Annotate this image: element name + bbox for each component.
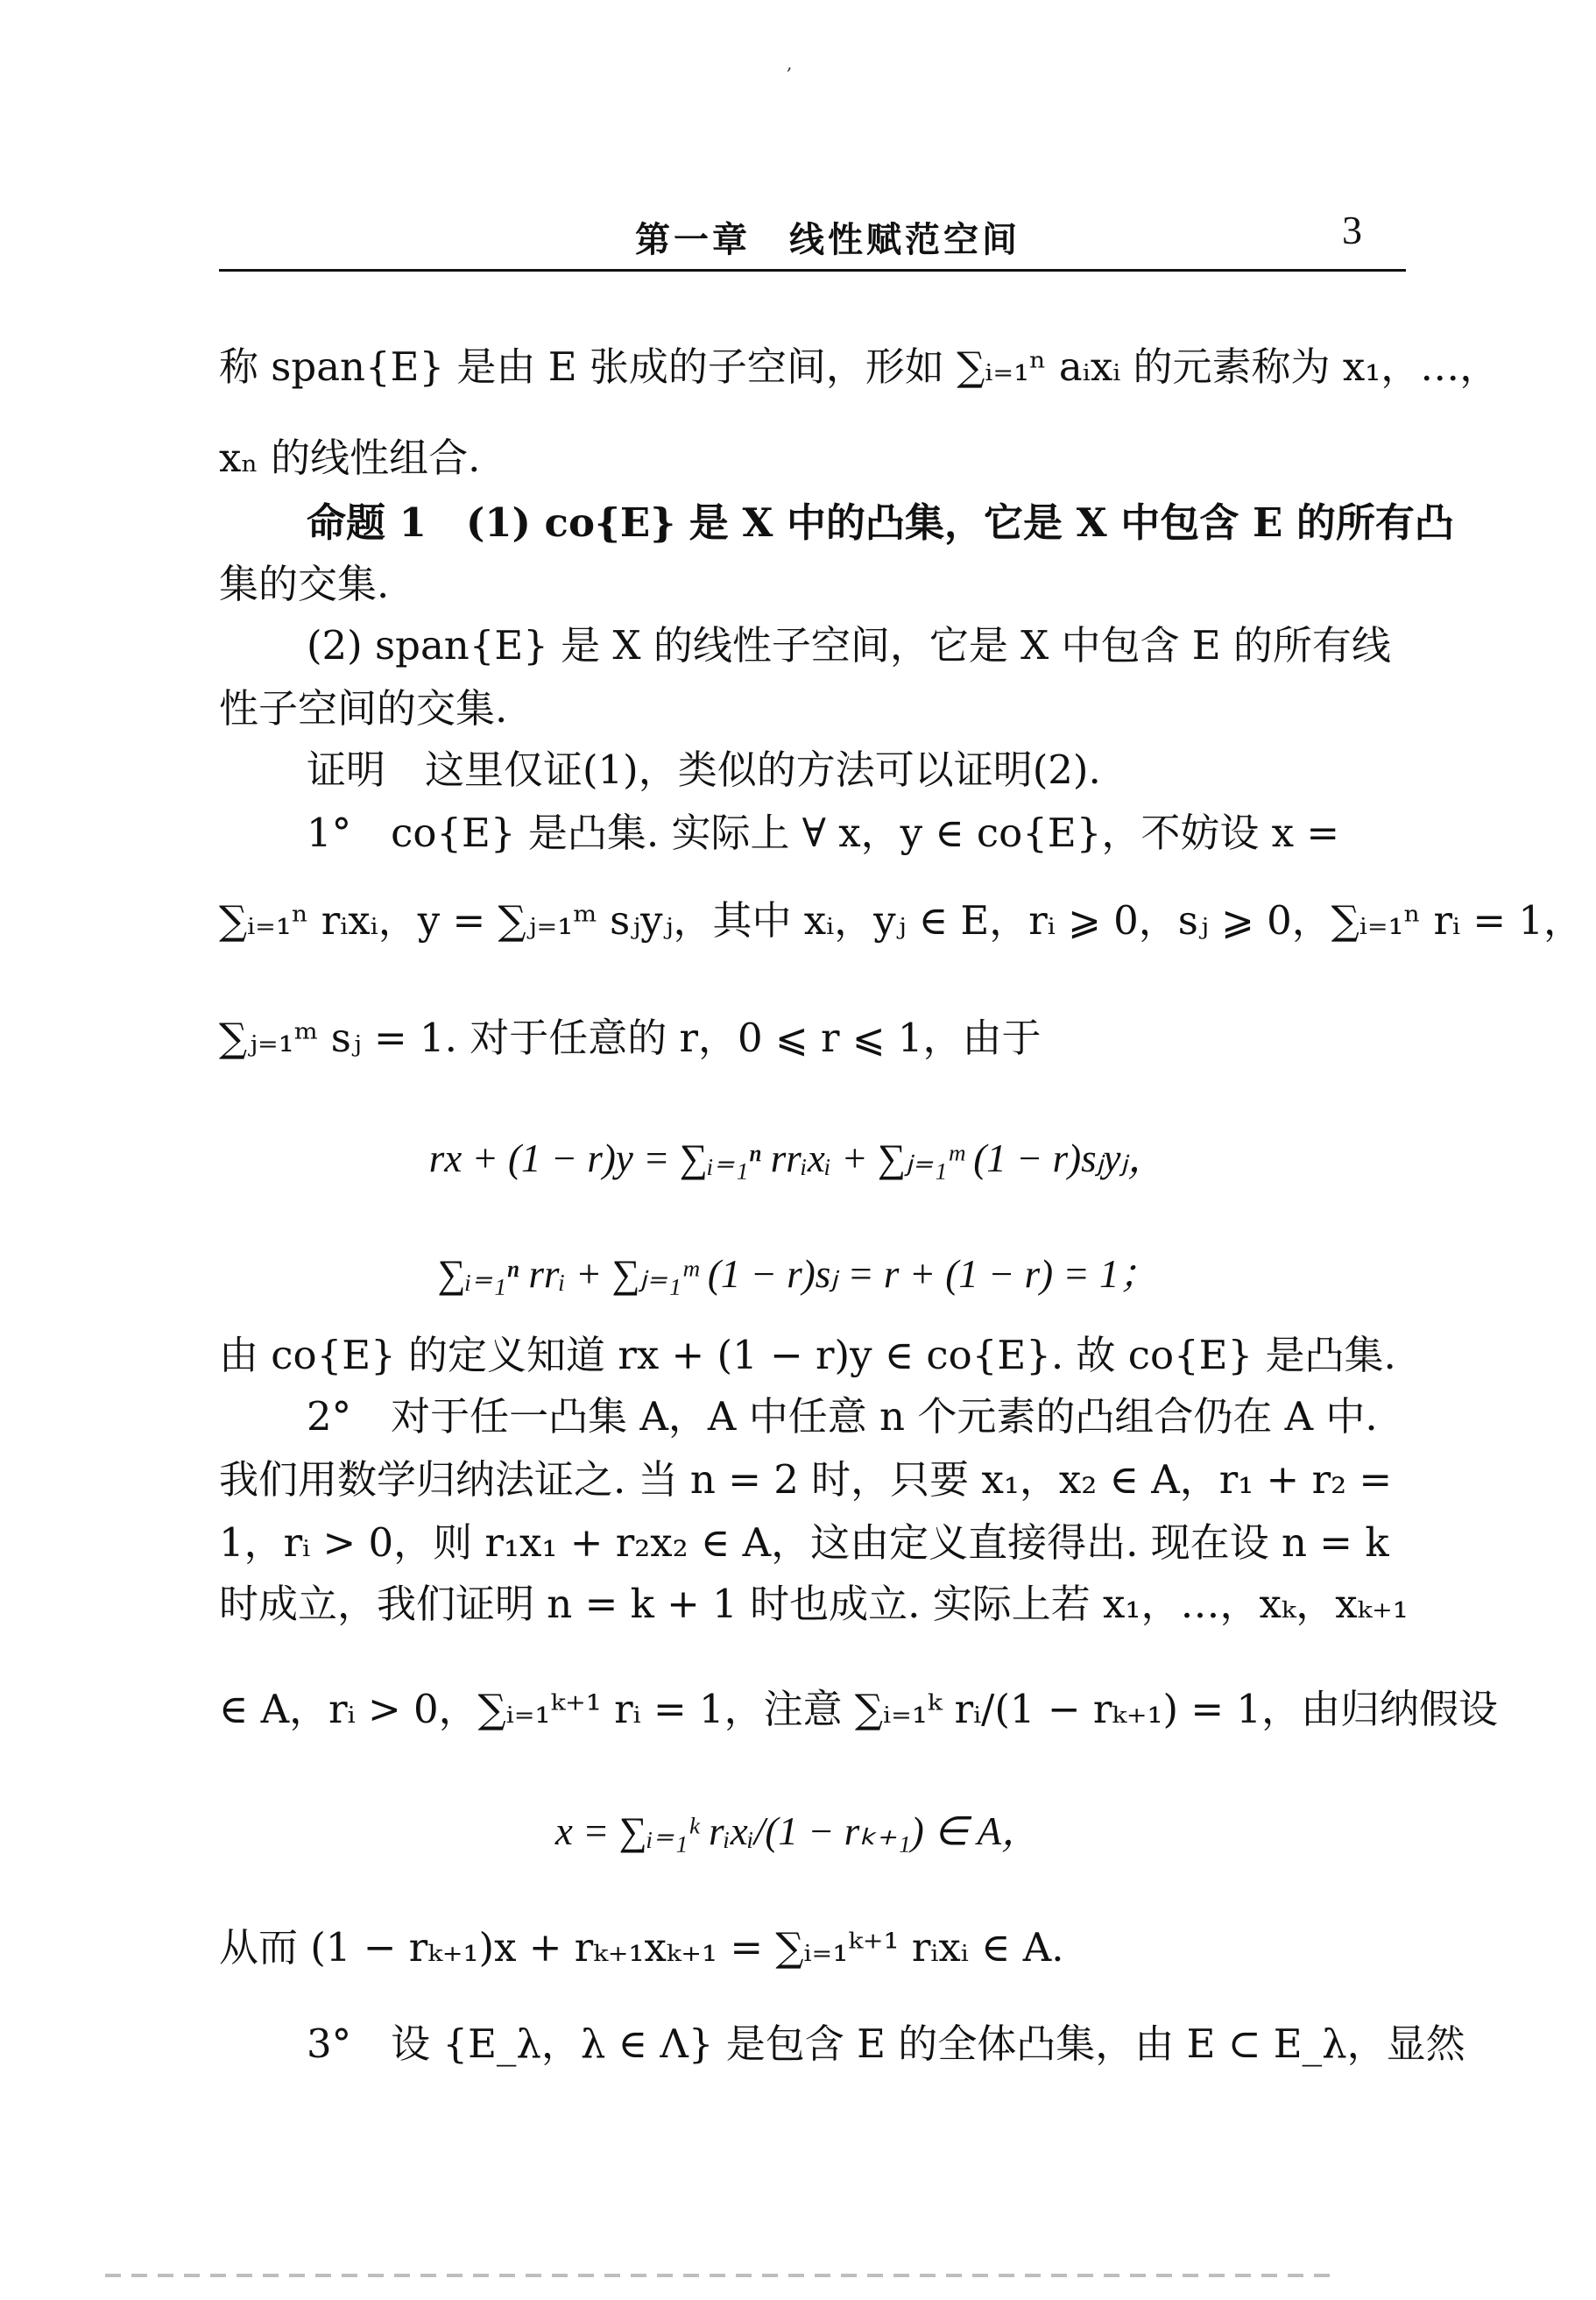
running-header [219,200,1406,272]
text-line: 由 co{E} 的定义知道 rx + (1 − r)y ∈ co{E}. 故 co{E} 是凸集. [219,1332,1396,1378]
text-line: 性子空间的交集. [219,685,508,732]
text-line: 3° 设 {E_λ，λ ∈ Λ} 是包含 E 的全体凸集，由 E ⊂ E_λ，显然 [307,2020,1465,2067]
display-equation: rx + (1 − r)y = ∑ᵢ₌₁ⁿ rrᵢxᵢ + ∑ⱼ₌₁ᵐ (1 − r)sⱼyⱼ， [428,1136,1168,1180]
text-line: 我们用数学归纳法证之. 当 n = 2 时，只要 x₁，x₂ ∈ A，r₁ + r₂ = [219,1456,1393,1503]
proof-heading: 证明 这里仅证(1)，类似的方法可以证明(2). [307,747,1101,793]
text-line: (2) span{E} 是 X 的线性子空间，它是 X 中包含 E 的所有线 [307,622,1391,669]
display-equation: ∑ᵢ₌₁ⁿ rrᵢ + ∑ⱼ₌₁ᵐ (1 − r)sⱼ = r + (1 − r) = 1； [437,1252,1159,1296]
header-rule [219,269,1406,272]
scan-edge-artifact [105,2274,1331,2277]
display-equation: x = ∑ᵢ₌₁ᵏ rᵢxᵢ/(1 − rₖ₊₁) ∈ A， [554,1809,1042,1853]
text-line: ∑ᵢ₌₁ⁿ rᵢxᵢ，y = ∑ⱼ₌₁ᵐ sⱼyⱼ，其中 xᵢ，yⱼ ∈ E，rᵢ ⩾ 0，sⱼ ⩾ 0，∑ᵢ₌₁ⁿ rᵢ = 1， [219,897,1583,944]
text-line: 集的交集. [219,561,390,607]
text-line: 时成立，我们证明 n = k + 1 时也成立. 实际上若 x₁，…，xₖ，xₖ₊₁ [219,1581,1409,1627]
text-line: ∑ⱼ₌₁ᵐ sⱼ = 1. 对于任意的 r，0 ⩽ r ⩽ 1，由于 [219,1015,1042,1061]
scan-mark: , [787,53,793,74]
text-line: 从而 (1 − rₖ₊₁)x + rₖ₊₁xₖ₊₁ = ∑ᵢ₌₁ᵏ⁺¹ rᵢxᵢ ∈ A. [219,1924,1064,1971]
text-line: 称 span{E} 是由 E 张成的子空间，形如 ∑ᵢ₌₁ⁿ aᵢxᵢ 的元素称为 x₁，…， [219,343,1500,390]
text-line: 2° 对于任一凸集 A，A 中任意 n 个元素的凸组合仍在 A 中. [307,1393,1378,1440]
page-number: 3 [1342,208,1362,252]
proposition-heading: 命题 1 (1) co{E} 是 X 中的凸集，它是 X 中包含 E 的所有凸 [307,499,1454,546]
text-line: ∈ A，rᵢ > 0，∑ᵢ₌₁ᵏ⁺¹ rᵢ = 1，注意 ∑ᵢ₌₁ᵏ rᵢ/(1 − rₖ₊₁) = 1，由归纳假设 [219,1686,1499,1732]
text-line: 1° co{E} 是凸集. 实际上 ∀ x，y ∈ co{E}，不妨设 x = [307,810,1340,856]
text-line: 1，rᵢ > 0，则 r₁x₁ + r₂x₂ ∈ A，这由定义直接得出. 现在设 n = k [219,1519,1389,1566]
text-line: xₙ 的线性组合. [219,435,481,481]
chapter-title: 第一章 线性赋范空间 [635,219,1020,260]
